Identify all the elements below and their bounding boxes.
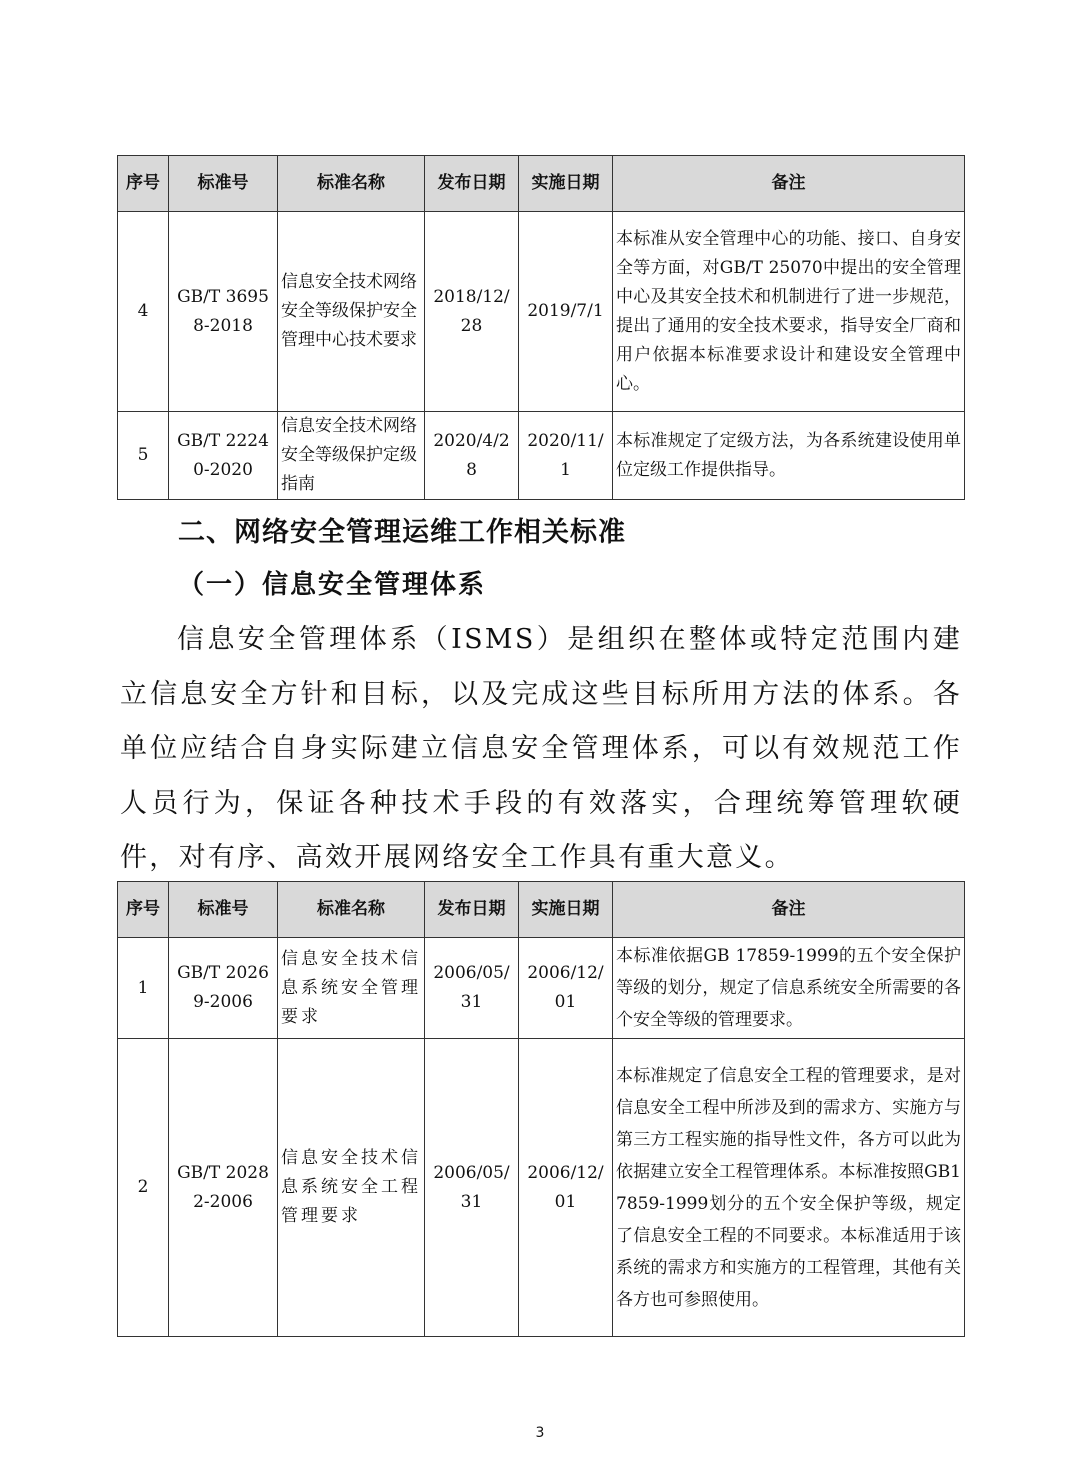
col-header-note: 备注 (613, 882, 965, 938)
cell-name: 信息安全技术网络安全等级保护安全管理中心技术要求 (278, 212, 425, 412)
cell-published: 2018/12/28 (425, 212, 519, 412)
cell-published: 2006/05/31 (425, 938, 519, 1039)
cell-code: GB/T 36958-2018 (169, 212, 278, 412)
cell-no: 4 (118, 212, 169, 412)
table-row (118, 212, 965, 412)
cell-published: 2020/4/28 (425, 412, 519, 500)
cell-note: 本标准从安全管理中心的功能、接口、自身安全等方面，对GB/T 25070中提出的安全管理中心及其安全技术和机制进行了进一步规范，提出了通用的安全技术要求，指导安全厂商和用户依据本标准要求设计和建设安全管理中心。 (613, 212, 965, 412)
col-header-no: 序号 (118, 882, 169, 938)
cell-code: GB/T 22240-2020 (169, 412, 278, 500)
col-header-code: 标准号 (169, 156, 278, 212)
standards-table-1 (117, 155, 965, 500)
cell-note: 本标准规定了信息安全工程的管理要求，是对信息安全工程中所涉及到的需求方、实施方与第三方工程实施的指导性文件，各方可以此为依据建立安全工程管理体系。本标准按照GB17859-1999划分的五个安全保护等级，规定了信息安全工程的不同要求。本标准适用于该系统的需求方和实施方的工程管理，其他有关各方也可参照使用。 (613, 1039, 965, 1337)
body-paragraph: 信息安全管理体系（ISMS）是组织在整体或特定范围内建立信息安全方针和目标，以及完成这些目标所用方法的体系。各单位应结合自身实际建立信息安全管理体系，可以有效规范工作人员行为，保证各种技术手段的有效落实，合理统筹管理软硬件，对有序、高效开展网络安全工作具有重大意义。 (120, 624, 962, 873)
col-header-effective: 实施日期 (519, 156, 613, 212)
col-header-name: 标准名称 (278, 882, 425, 938)
table-row (118, 412, 965, 500)
cell-effective: 2006/12/01 (519, 1039, 613, 1337)
col-header-published: 发布日期 (425, 882, 519, 938)
standards-table-2 (117, 881, 965, 1337)
col-header-no: 序号 (118, 156, 169, 212)
col-header-code: 标准号 (169, 882, 278, 938)
col-header-published: 发布日期 (425, 156, 519, 212)
cell-note: 本标准依据GB 17859-1999的五个安全保护等级的划分，规定了信息系统安全所需要的各个安全等级的管理要求。 (613, 938, 965, 1039)
col-header-name: 标准名称 (278, 156, 425, 212)
cell-no: 5 (118, 412, 169, 500)
cell-name: 信息安全技术信息系统安全管理要求 (278, 938, 425, 1039)
cell-effective: 2019/7/1 (519, 212, 613, 412)
col-header-effective: 实施日期 (519, 882, 613, 938)
cell-effective: 2020/11/1 (519, 412, 613, 500)
cell-note: 本标准规定了定级方法，为各系统建设使用单位定级工作提供指导。 (613, 412, 965, 500)
table-row (118, 938, 965, 1039)
cell-effective: 2006/12/01 (519, 938, 613, 1039)
cell-code: GB/T 20282-2006 (169, 1039, 278, 1337)
cell-name: 信息安全技术网络安全等级保护定级指南 (278, 412, 425, 500)
cell-name: 信息安全技术信息系统安全工程管理要求 (278, 1039, 425, 1337)
section-title: 二、网络安全管理运维工作相关标准 (178, 517, 626, 548)
table-header-row (118, 156, 965, 212)
cell-published: 2006/05/31 (425, 1039, 519, 1337)
page-number: 3 (535, 1425, 545, 1441)
cell-no: 1 (118, 938, 169, 1039)
cell-code: GB/T 20269-2006 (169, 938, 278, 1039)
cell-no: 2 (118, 1039, 169, 1337)
subsection-title: （一）信息安全管理体系 (178, 570, 487, 600)
table-row (118, 1039, 965, 1337)
table-header-row (118, 882, 965, 938)
col-header-note: 备注 (613, 156, 965, 212)
